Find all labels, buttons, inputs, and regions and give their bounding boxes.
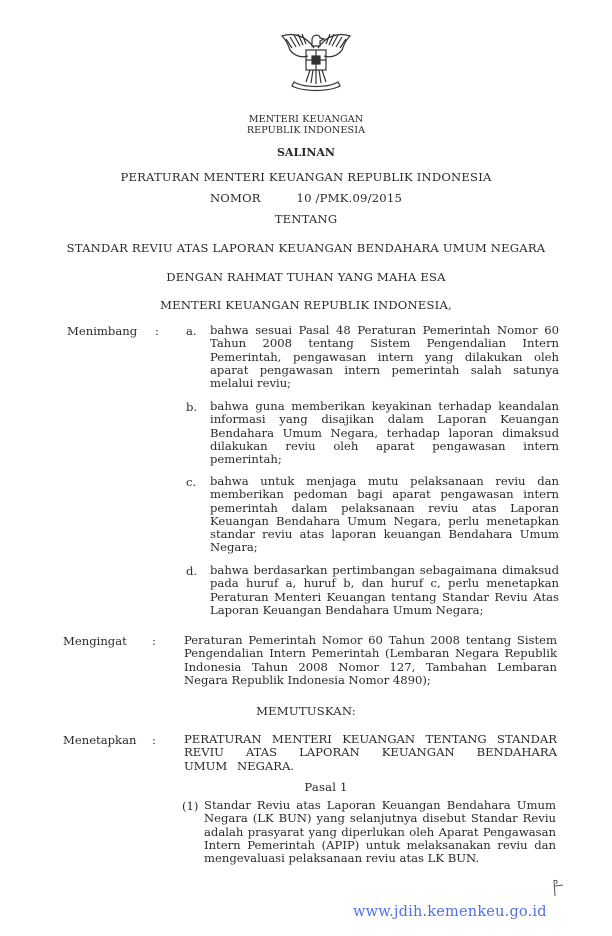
consideration-item: bahwa berdasarkan pertimbangan sebagaimana dimaksud pada huruf a, huruf b, dan huruf c, perlu menetapkan Peraturan Menteri Keuangan tentang Standar Reviu Atas Laporan Keuangan Bendahara Umum Negara; — [210, 563, 559, 617]
menetapkan-colon: : — [152, 733, 156, 747]
menimbang-label: Menimbang — [67, 324, 138, 338]
mengingat-label: Mengingat — [63, 634, 127, 648]
consideration-letter: d. — [186, 564, 198, 578]
number-value: 10 /PMK.09/2015 — [296, 191, 403, 205]
institution-line-2: REPUBLIK INDONESIA — [246, 125, 366, 136]
decision-heading: MEMUTUSKAN: — [256, 704, 356, 718]
enacted-regulation: PERATURAN MENTERI KEUANGAN TENTANG STANDAR REVIU ATAS LAPORAN KEUANGAN BENDAHARA UMUM NEGARA. — [184, 732, 557, 773]
consideration-letter: b. — [186, 400, 198, 414]
consideration-item: bahwa guna memberikan keyakinan terhadap keandalan informasi yang disajikan dalam Laporan Keuangan Bendahara Umum Negara, terhadap laporan dimaksud dilakukan reviu oleh aparat pengawasan intern pemerintah; — [210, 399, 559, 467]
about-label: TENTANG — [274, 212, 338, 226]
menimbang-colon: : — [155, 324, 159, 338]
regulation-number — [0, 191, 612, 205]
consideration-letter: a. — [186, 324, 197, 338]
number-label: NOMOR — [209, 191, 261, 205]
pasal-heading: Pasal 1 — [304, 780, 348, 794]
copy-label: SALINAN — [276, 146, 335, 159]
regulation-type: PERATURAN MENTERI KEUANGAN REPUBLIK INDONESIA — [120, 170, 492, 184]
jdih-website-link[interactable]: www.jdih.kemenkeu.go.id — [353, 904, 547, 920]
clause-text: Standar Reviu atas Laporan Keuangan Bendahara Umum Negara (LK BUN) yang selanjutnya disebut Standar Reviu adalah prasyarat yang diperlukan oleh Aparat Pengawasan Intern Pemerintah (APIP) untuk melaksanakan reviu dan mengevaluasi pelaksanaan reviu atas LK BUN. — [204, 798, 556, 866]
menetapkan-label: Menetapkan — [63, 733, 137, 747]
paraf-initial-icon — [551, 878, 565, 898]
consideration-letter: c. — [186, 475, 197, 489]
consideration-item: bahwa untuk menjaga mutu pelaksanaan reviu dan memberikan pedoman bagi aparat pengawasan intern pemerintah dalam pelaksanaan reviu atas Laporan Keuangan Bendahara Umum Negara, perlu menetapkan standar reviu atas laporan keuangan Bendahara Umum Negara; — [210, 474, 559, 555]
garuda-pancasila-emblem-icon — [276, 26, 356, 96]
institution-line-1: MENTERI KEUANGAN — [248, 114, 364, 125]
legal-basis: Peraturan Pemerintah Nomor 60 Tahun 2008 tentang Sistem Pengendalian Intern Pemerintah (Lembaran Negara Republik Indonesia Tahun 2008 Nomor 127, Tambahan Lembaran Negara Republik Indonesia Nomor 4890); — [184, 633, 557, 687]
consideration-item: bahwa sesuai Pasal 48 Peraturan Pemerintah Nomor 60 Tahun 2008 tentang Sistem Pengendalian Intern Pemerintah, pengawasan intern yang dilakukan oleh aparat pengawasan intern pemerintah salah satunya melalui reviu; — [210, 323, 559, 391]
issuer: MENTERI KEUANGAN REPUBLIK INDONESIA, — [160, 298, 452, 312]
regulation-subject: STANDAR REVIU ATAS LAPORAN KEUANGAN BENDAHARA UMUM NEGARA — [66, 241, 546, 255]
mengingat-colon: : — [152, 634, 156, 648]
invocation: DENGAN RAHMAT TUHAN YANG MAHA ESA — [166, 270, 446, 284]
clause-number: (1) — [182, 799, 199, 813]
